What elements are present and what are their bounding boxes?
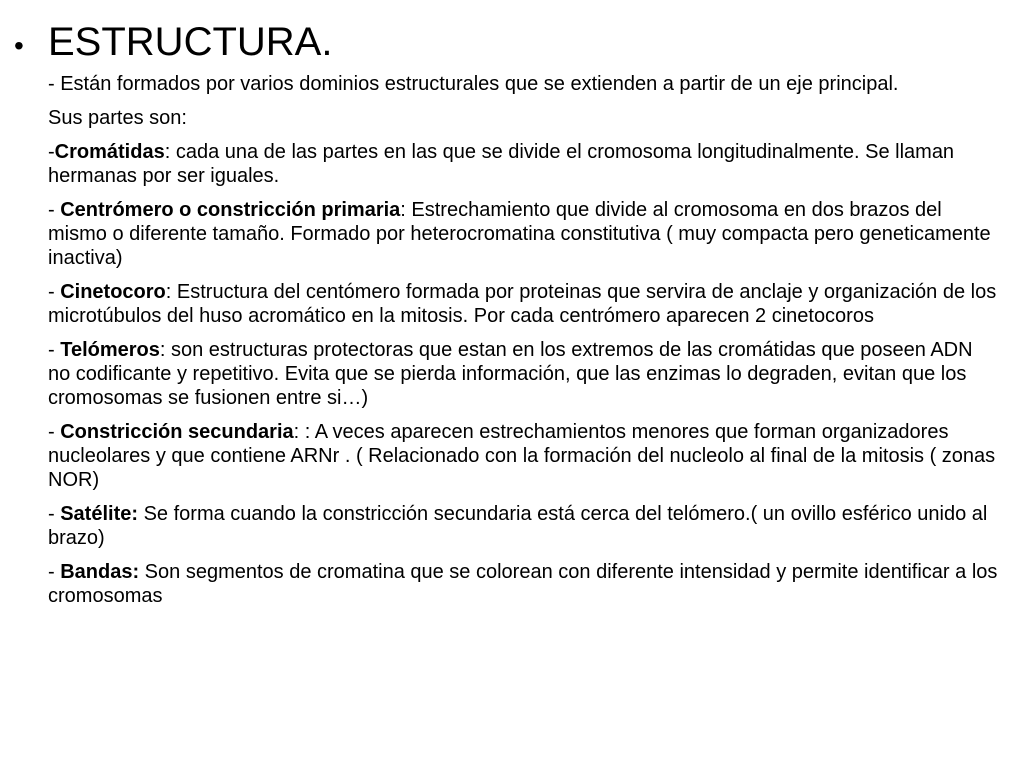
subtitle-paragraph: Sus partes son: [48, 107, 187, 129]
slide-body [48, 72, 998, 618]
title-row [14, 18, 332, 66]
item-text: : Estrechamiento que divide al cromosoma en dos brazos del mismo o diferente tamaño. Formado por heterocromatina constitutiva ( muy compacta pero geneticamente inactiva) [48, 199, 991, 269]
intro-paragraph: - Están formados por varios dominios estructurales que se extienden a partir de un eje principal. [48, 73, 899, 95]
item-term: Centrómero o constricción primaria [60, 199, 401, 221]
item-text: Se forma cuando la constricción secundaria está cerca del telómero.( un ovillo esférico unido al brazo) [48, 503, 988, 549]
bullet-icon: • [14, 30, 24, 61]
item-text: Son segmentos de cromatina que se colorean con diferente intensidad y permite identificar a los cromosomas [48, 561, 998, 607]
item-term: Bandas: [60, 561, 140, 583]
item-cromatidas [48, 140, 998, 188]
item-text: : son estructuras protectoras que estan en los extremos de las cromátidas que poseen ADN no codificante y repetitivo. Evita que se pierda información, que las enzimas lo degraden, evitan que los cromosomas se fusionen entre si…) [48, 339, 973, 409]
item-prefix: - [48, 199, 61, 221]
item-term: Satélite: [60, 503, 139, 525]
item-prefix: - [48, 281, 61, 303]
slide-title: ESTRUCTURA. [48, 20, 333, 64]
item-prefix: - [48, 141, 55, 163]
item-text: : Estructura del centómero formada por proteinas que servira de anclaje y organización de los microtúbulos del huso acromático en la mitosis. Por cada centrómero aparecen 2 cinetocoros [48, 281, 997, 327]
item-telomeros [48, 338, 998, 410]
item-cinetocoro [48, 280, 998, 328]
item-prefix: - [48, 339, 61, 361]
item-prefix: - [48, 561, 61, 583]
item-text: : cada una de las partes en las que se divide el cromosoma longitudinalmente. Se llaman hermanas por ser iguales. [48, 141, 955, 187]
item-text: : : A veces aparecen estrechamientos menores que forman organizadores nucleolares y que contiene ARNr . ( Relacionado con la formación del nucleolo al final de la mitosis ( zonas NOR) [48, 421, 996, 491]
item-centromero [48, 198, 998, 270]
item-bandas [48, 560, 998, 608]
item-term: Cromátidas [54, 141, 165, 163]
item-term: Cinetocoro [60, 281, 166, 303]
item-term: Constricción secundaria [60, 421, 294, 443]
item-prefix: - [48, 421, 61, 443]
item-term: Telómeros [60, 339, 160, 361]
item-satelite [48, 502, 998, 550]
item-constriccion-secundaria [48, 420, 998, 492]
item-prefix: - [48, 503, 61, 525]
